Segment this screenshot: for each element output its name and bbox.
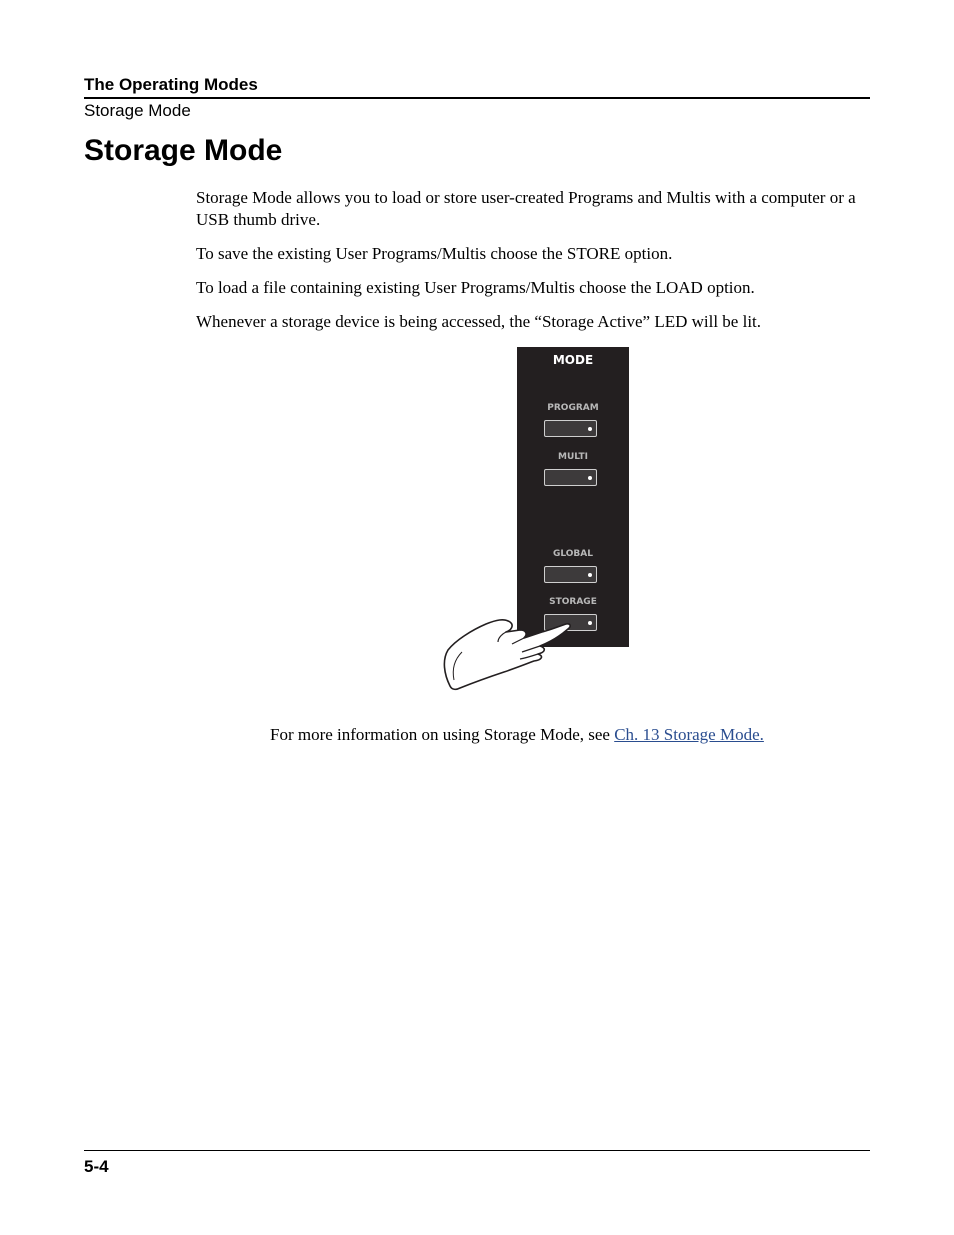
mode-panel-figure <box>517 347 629 647</box>
multi-button-label: MULTI <box>558 452 588 462</box>
program-button <box>544 420 597 437</box>
paragraph-store: To save the existing User Programs/Multis choose the STORE option. <box>196 244 673 263</box>
footer-rule <box>84 1150 870 1151</box>
header-rule <box>84 97 870 99</box>
multi-button <box>544 469 597 486</box>
header-chapter: The Operating Modes <box>84 75 258 94</box>
program-button-label: PROGRAM <box>547 403 599 413</box>
hand-pointer-icon <box>438 612 578 694</box>
led-icon <box>588 621 592 625</box>
page-title: Storage Mode <box>84 134 283 167</box>
more-info-text: For more information on using Storage Mode, see <box>270 725 615 744</box>
mode-panel-title: MODE <box>552 353 594 367</box>
more-info-paragraph <box>270 724 764 746</box>
led-icon <box>588 427 592 431</box>
led-icon <box>588 476 592 480</box>
global-button <box>544 566 597 583</box>
header-section: Storage Mode <box>84 101 191 120</box>
paragraph-intro: Storage Mode allows you to load or store user-created Programs and Multis with a computer or a USB thumb drive. <box>196 188 856 229</box>
led-icon <box>588 573 592 577</box>
paragraph-led: Whenever a storage device is being accessed, the “Storage Active” LED will be lit. <box>196 312 762 331</box>
chapter-13-link[interactable]: Ch. 13 Storage Mode. <box>614 725 764 744</box>
storage-button-label: STORAGE <box>549 597 597 607</box>
global-button-label: GLOBAL <box>552 549 593 559</box>
page-number: 5-4 <box>84 1157 109 1176</box>
paragraph-load: To load a file containing existing User Programs/Multis choose the LOAD option. <box>196 278 755 297</box>
